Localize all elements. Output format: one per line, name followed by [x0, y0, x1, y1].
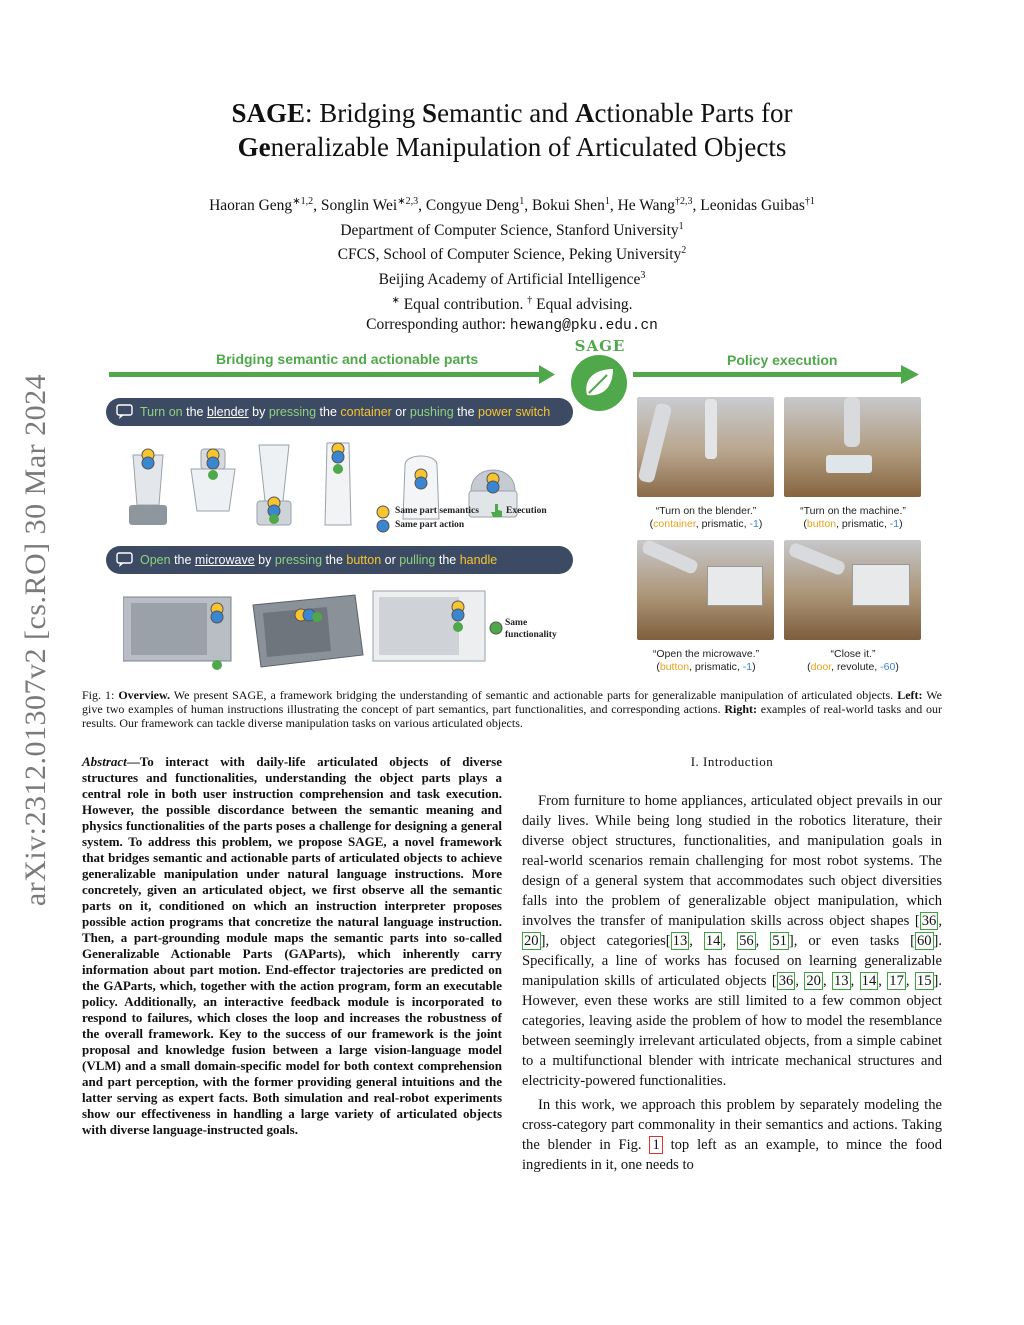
legend-dots-1: [373, 505, 393, 535]
citation-link[interactable]: 13: [834, 973, 849, 989]
robot-arm: [638, 402, 673, 483]
author: Leonidas Guibas: [700, 197, 805, 215]
fig-text: We present SAGE, a framework bridging the understanding of semantic and actionable parts for generalizable manipulation of articulated objects.: [170, 688, 898, 702]
citation-link[interactable]: 36: [778, 973, 794, 989]
equal-contribution-note: [100, 291, 924, 316]
machine-object: [826, 455, 872, 473]
instr-word: the: [453, 405, 479, 419]
blender-illustrations: [113, 435, 533, 535]
corr-label: Corresponding author:: [366, 316, 510, 334]
citation-link[interactable]: 51: [772, 933, 787, 949]
intro-text: ]. Specifically, a line of works has focused on learning generalizable manipulation skills of articulated objects [: [522, 933, 943, 989]
caption-quote: “Open the microwave.”: [652, 648, 760, 660]
abstract: [82, 754, 502, 1138]
affiliation-text: Department of Computer Science, Stanford University: [340, 221, 679, 239]
caption-sep: ,: [883, 518, 890, 530]
legend-same-functionality-2: functionality: [505, 630, 557, 640]
author: Congyue Deng: [425, 197, 520, 215]
title-sage: SAGE: [231, 98, 306, 128]
sep: ,: [878, 973, 888, 989]
banner-right-text: Policy execution: [727, 352, 838, 368]
sep: ,: [755, 933, 771, 949]
robot-arm: [641, 540, 700, 575]
affiliation-text: CFCS, School of Computer Science, Peking University: [337, 246, 682, 264]
author-sup: ∗1,2: [292, 196, 314, 207]
author-sup: †1: [804, 196, 815, 207]
intro-text: ]. However, even these works are still limited to a few common object categories, leaving aside the problem of how to model the resemblance between seemingly irrelevant articulated objects, from a simple cabinet to a multifunctional blender with intricate mechanical structures and electricity-powered functionalities.: [522, 973, 943, 1089]
affiliation: [100, 217, 924, 242]
legend-same-action: Same part action: [395, 520, 465, 530]
instr-word: button: [346, 553, 382, 567]
citation-link[interactable]: 14: [861, 973, 877, 989]
caption-sep: ,: [836, 518, 842, 530]
instr-word: the: [182, 405, 207, 419]
microwave-1: [123, 597, 231, 670]
fig-left: Left:: [897, 688, 923, 702]
title-part: : Bridging: [305, 98, 423, 128]
citation-link[interactable]: 17: [889, 973, 904, 989]
title-part: neralizable Manipulation of Articulated Objects: [270, 132, 787, 162]
legend-green-dot: [489, 621, 503, 635]
caption-microwave-open: [631, 648, 781, 674]
intro-paragraph-1: [522, 791, 942, 1091]
microwave-2: [253, 595, 363, 667]
photo-blender-robot: [637, 397, 774, 497]
abstract-label: Abstract: [82, 754, 127, 769]
caption-quote: “Turn on the machine.”: [800, 505, 906, 517]
sep: ,: [722, 933, 738, 949]
paper-title: [100, 96, 924, 164]
author-sup: 1: [604, 196, 610, 207]
caption-joint: prismatic: [841, 518, 884, 530]
caption-close-it: [778, 648, 928, 674]
hand-icon: [490, 503, 504, 519]
note-symbol: †: [527, 294, 533, 306]
instr-word: pressing: [274, 553, 323, 567]
caption-params: (button, prismatic, -1): [803, 518, 903, 530]
caption-sep: ,: [874, 661, 881, 673]
photo-microwave-open: [637, 540, 774, 640]
instruction-bar-blender: [106, 398, 573, 426]
instr-word: by: [254, 553, 275, 567]
intro-paragraph-2: [522, 1095, 942, 1175]
left-arrow-shaft: [109, 372, 539, 377]
caption-params: (door, revolute, -60): [807, 661, 899, 673]
instr-word: by: [248, 405, 269, 419]
sage-logo-text: SAGE: [574, 337, 626, 355]
microwave-object: [707, 566, 763, 606]
title-part: Ge: [237, 132, 271, 162]
citation-link[interactable]: 14: [705, 933, 721, 949]
sep: ,: [938, 913, 942, 929]
arxiv-id-text: arXiv:2312.01307v2 [cs.RO] 30 Mar 2024: [19, 373, 52, 907]
caption-dir: -1: [889, 518, 900, 530]
sep: ,: [822, 973, 832, 989]
instr-word: the: [170, 553, 195, 567]
author: Haoran Geng: [209, 197, 293, 215]
affiliation: [100, 241, 924, 266]
intro-text: In this work, we approach this problem by separately modeling the cross-category part commonality in their semantics and actions. Taking the blender in Fig.: [522, 1097, 942, 1153]
legend-execution: Execution: [506, 506, 547, 516]
note-symbol: ∗: [391, 294, 400, 306]
legend-same-semantics: Same part semantics: [395, 506, 479, 516]
caption-sep: ,: [695, 518, 702, 530]
author-sup: 1: [519, 196, 525, 207]
caption-part: container: [653, 518, 696, 530]
introduction-body: [522, 791, 942, 1175]
sep: ,: [905, 973, 915, 989]
citation-link[interactable]: 60: [916, 933, 932, 949]
sep: ,: [850, 973, 860, 989]
caption-quote: “Close it.”: [830, 648, 876, 660]
title-part: emantic and: [437, 98, 576, 128]
instruction-text: [140, 546, 497, 574]
arxiv-identifier: [14, 340, 58, 940]
affiliation-sup: 3: [640, 269, 646, 281]
author-list: Haoran Geng$^{∗1,2}$, Songlin Wei$^{∗2,3}$, Congyue Deng$^1$, Bokui Shen$^1$, He Wang$^{\dagger 2,3}$, Leonidas Guibas$^{\dagger 1}$: [209, 196, 815, 215]
chopper: [191, 449, 235, 511]
instr-word: Open: [140, 553, 171, 567]
instr-word: Turn on: [140, 405, 183, 419]
banner-left-text: Bridging semantic and actionable parts: [216, 351, 479, 367]
caption-dir: -1: [749, 518, 759, 530]
author-sup: ∗2,3: [397, 196, 419, 207]
caption-machine: [778, 505, 928, 531]
photo-microwave-close: [784, 540, 921, 640]
fig-text: We give two examples of human instructions illustrating the concept of part semantics, part functionalities, and corresponding actions.: [82, 688, 942, 716]
citation-link[interactable]: 20: [524, 933, 539, 949]
fig-overview: Overview.: [118, 688, 170, 702]
caption-part: door: [810, 661, 832, 673]
instr-word: or: [381, 553, 400, 567]
blender-object: [705, 399, 717, 459]
caption-sep: ,: [689, 661, 695, 673]
instr-word: the: [435, 553, 460, 567]
instr-word: or: [391, 405, 410, 419]
instr-word: the: [322, 553, 347, 567]
caption-dir: -60: [880, 661, 896, 673]
blender-2: [257, 445, 291, 525]
author: Songlin Wei: [320, 197, 398, 215]
intro-text: From furniture to home appliances, articulated object prevails in our daily lives. While being long studied in the robotics literature, their diverse object structures, functionalities, and manipulation goals in real-world scenarios remain challenging for most robot systems. The design of a general system that accommodates such object diversities falls into the problem of generalizable object manipulation, which involves the transfer of manipulation skills across object shapes [: [522, 793, 942, 929]
robot-arm: [787, 542, 846, 577]
photo-machine-robot: [784, 397, 921, 497]
speech-icon: [116, 552, 134, 568]
author: Bokui Shen: [532, 197, 605, 215]
title-part: S: [422, 98, 438, 128]
caption-joint: prismatic: [701, 518, 744, 530]
caption-part: button: [806, 518, 837, 530]
author: He Wang: [617, 197, 676, 215]
corr-email: hewang@pku.edu.cn: [509, 318, 658, 335]
sep: ,: [795, 973, 805, 989]
note-text: Equal advising.: [532, 295, 633, 313]
affiliation-sup: 2: [681, 245, 687, 257]
caption-joint: prismatic: [694, 661, 737, 673]
caption-sep: ,: [736, 661, 743, 673]
caption-joint: revolute: [836, 661, 875, 673]
robot-arm: [844, 397, 860, 447]
caption-part: button: [659, 661, 690, 673]
figure-ref-link[interactable]: 1: [649, 1136, 662, 1154]
right-arrow-shaft: [633, 372, 903, 377]
left-arrow-head: [539, 365, 555, 384]
microwave-illustrations: [123, 585, 493, 685]
fig-label: Fig. 1:: [82, 688, 119, 702]
abstract-text: —To interact with daily-life articulated objects of diverse structures and functionalities, understanding the object parts plays a central role in both user instruction comprehension and task execution. However, the possible discordance between the semantic meaning and physics functionalities of the parts poses a challenge for designing a general system. To address this problem, we propose SAGE, a novel framework that bridges semantic and actionable parts of articulated objects to achieve generalizable manipulation under natural language instructions. More concretely, given an articulated object, we first observe all the semantic parts on it, conditioned on which an instruction interpreter proposes possible action programs that concretize the natural language instruction. Then, a part-grounding module maps the semantic parts into so-called Generalizable Actionable Parts (GAParts), which inherently carry information about part motion. End-effector trajectories are predicted on the GAParts, which, together with the action program, form an executable policy. Additionally, an interactive feedback module is incorporated to respond to failures, which closes the loop and increases the robustness of the overall framework. Key to the success of our framework is the joint proposal and knowledge fusion between a large vision-language model (VLM) and a small domain-specific model for both context comprehension and part perception, with the former providing general intuitions and the latter serving as expert facts. Both simulation and real-robot experiments show our effectiveness in handling a large variety of articulated objects with diverse language-instructed goals.: [82, 754, 502, 1137]
caption-blender: [631, 505, 781, 531]
right-arrow-head: [901, 365, 919, 384]
caption-params: (container, prismatic, -1): [649, 518, 763, 530]
corresponding-author: [100, 315, 924, 337]
citation-link[interactable]: 36: [921, 913, 937, 929]
fig-text: examples of real-world tasks and our results. Our framework can tackle diverse manipulation tasks on various articulated objects.: [82, 702, 943, 730]
citation-link[interactable]: 20: [806, 973, 821, 989]
intro-text: ], object categories[: [540, 933, 671, 949]
figure-1: [103, 335, 923, 690]
fig-right: Right:: [724, 702, 757, 716]
caption-sep: ,: [831, 661, 837, 673]
instruction-bar-microwave: [106, 546, 573, 574]
blender-3: [325, 443, 351, 525]
instruction-text: [140, 398, 550, 426]
microwave-object: [852, 564, 910, 606]
citation-link[interactable]: 13: [672, 933, 688, 949]
sep: ,: [689, 933, 704, 949]
note-text: Equal contribution.: [399, 295, 528, 313]
caption-params: (button, prismatic, -1): [656, 661, 756, 673]
legend-yellow-dot: [377, 506, 389, 518]
citation-link[interactable]: 15: [916, 973, 932, 989]
title-part: ctionable Parts for: [594, 98, 793, 128]
intro-text: ], or even tasks [: [788, 933, 915, 949]
citation-link[interactable]: 56: [739, 933, 754, 949]
instr-word: blender: [206, 405, 249, 419]
instr-word: the: [316, 405, 341, 419]
instr-word: pulling: [399, 553, 436, 567]
instr-word: power switch: [478, 405, 551, 419]
author-block: [100, 192, 924, 337]
intro-text: top left as an example, to mince the food ingredients in it, one needs to: [522, 1137, 943, 1173]
blender-1: [129, 449, 167, 525]
instr-word: container: [340, 405, 392, 419]
figure-caption: [82, 688, 942, 730]
microwave-3: [373, 591, 485, 661]
speech-icon: [116, 404, 134, 420]
caption-dir: -1: [742, 661, 753, 673]
affiliation-text: Beijing Academy of Artificial Intelligence: [378, 271, 641, 289]
section-heading-introduction: I. Introduction: [690, 754, 774, 769]
affiliation: [100, 266, 924, 291]
affiliation-sup: 1: [678, 220, 684, 232]
instr-word: pushing: [409, 405, 454, 419]
caption-sep: ,: [743, 518, 750, 530]
caption-quote: “Turn on the blender.”: [655, 505, 757, 517]
legend-blue-dot: [377, 520, 389, 532]
legend-same-functionality-1: Same: [505, 618, 528, 628]
instr-word: handle: [459, 553, 498, 567]
author-sup: †2,3: [675, 196, 693, 207]
title-part: A: [575, 98, 595, 128]
instr-word: microwave: [194, 553, 255, 567]
instr-word: pressing: [268, 405, 317, 419]
